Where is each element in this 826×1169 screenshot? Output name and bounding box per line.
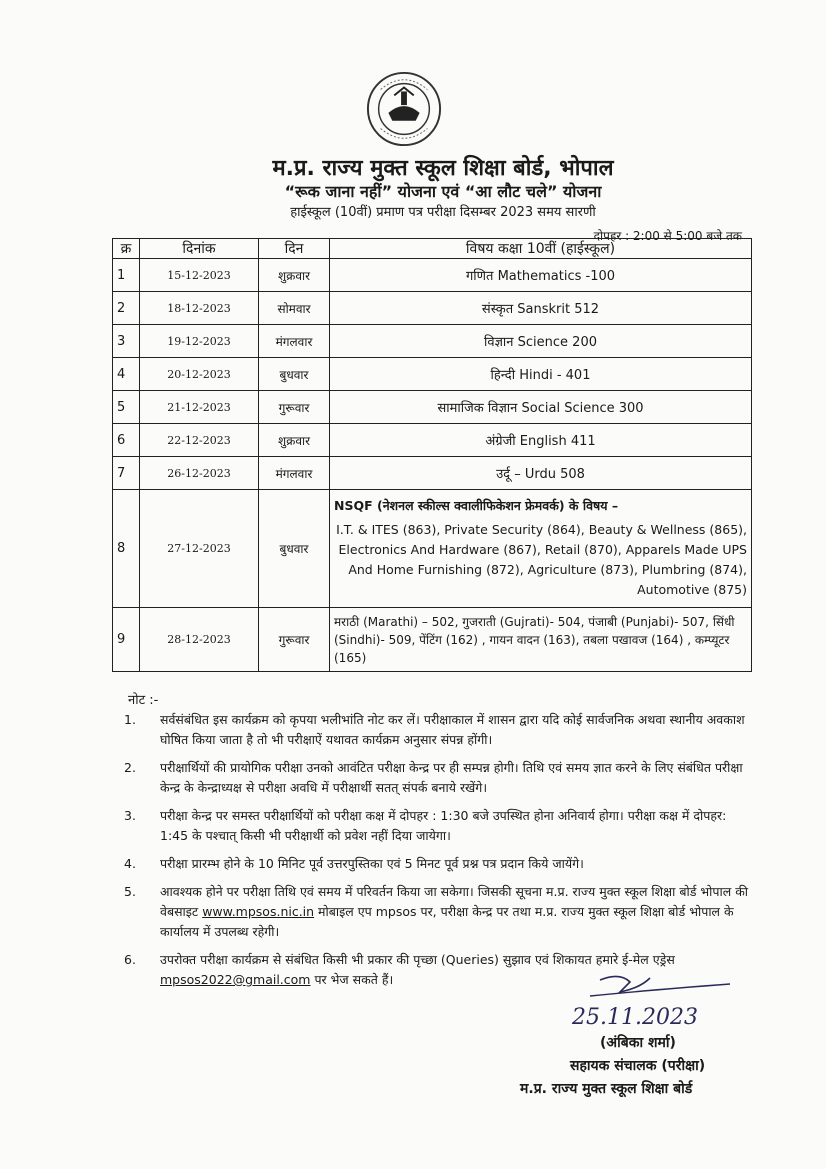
row-subject: उर्दू – Urdu 508 [330,457,752,490]
note-text-part: आवश्यक होने पर परीक्षा तिथि एवं समय में परिवर्तन किया जा सकेगा। जिसकी सूचना म.प्र. राज्य मुक्त स्कूल शिक्षा बोर्ड भोपाल की वेबसाइट [160,884,749,919]
row-sn: 9 [113,608,140,672]
row-day: बुधवार [259,490,330,608]
row-sn: 6 [113,424,140,457]
row-date: 20-12-2023 [140,358,259,391]
row-day: गुरूवार [259,391,330,424]
header-sn: क्र [113,239,140,259]
row-subject: सामाजिक विज्ञान Social Science 300 [330,391,752,424]
row-subject: संस्कृत Sanskrit 512 [330,292,752,325]
row-day: गुरूवार [259,608,330,672]
note-number: 3. [124,808,136,823]
schedule-table [112,238,752,672]
board-seal-icon [365,70,443,148]
note-text-part: उपरोक्त परीक्षा कार्यक्रम से संबंधित किसी भी प्रकार की पृच्छा (Queries) सुझाव एवं शिकायत हमारे ई-मेल एड्रेस [160,952,675,967]
table-header-row [113,239,752,259]
note-number: 4. [124,856,136,871]
row-sn: 3 [113,325,140,358]
table-row [113,259,752,292]
scheme-subtitle: “रूक जाना नहीं” योजना एवं “आ लौट चले” योजना [284,182,602,201]
signatory-name: (अंबिका शर्मा) [600,1035,676,1051]
row-date: 19-12-2023 [140,325,259,358]
row-day: सोमवार [259,292,330,325]
table-row [113,292,752,325]
nsqf-subjects: I.T. & ITES (863), Private Security (864), Beauty & Wellness (865), Electronics And Hardware (867), Retail (870), Apparels Made UPS And Home Furnishing (872), Agriculture (873), Plumbring (874), Automotive (875) [336,522,747,597]
row-sn: 8 [113,490,140,608]
table-row [113,424,752,457]
row-day: शुक्रवार [259,424,330,457]
website-link[interactable]: www.mpsos.nic.in [202,904,315,919]
note-text: परीक्षार्थियों की प्रायोगिक परीक्षा उनको आवंटित परीक्षा केन्द्र पर ही सम्पन्न होगी। तिथि एवं समय ज्ञात करने के लिए संबंधित परीक्षा केन्द्र के केन्द्राध्यक्ष से परीक्षा अवधि में परीक्षार्थी सतत् संपर्क बनाये रखेंगे। [160,760,743,795]
note-text [160,882,752,942]
exam-timing: दोपहर : 2:00 से 5:00 बजे तक [593,229,742,243]
email-link[interactable]: mpsos2022@gmail.com [160,972,311,987]
table-row [113,358,752,391]
table-row [113,325,752,358]
header-date: दिनांक [140,239,259,259]
signature-date: 25.11.2023 [572,1005,698,1030]
note-text: सर्वसंबंधित इस कार्यक्रम को कृपया भलीभांति नोट कर लें। परीक्षाकाल में शासन द्वारा यदि कोई सार्वजनिक अथवा स्थानीय अवकाश घोषित किया जाता है तो भी परीक्षाऐं यथावत कार्यक्रम अनुसार संपन्न होंगी। [160,712,745,747]
nsqf-heading: NSQF (नेशनल स्कील्स क्वालीफिकेशन फ्रेमवर्क) के विषय – [334,498,619,513]
row-subject-cell [330,608,752,672]
table-row [113,457,752,490]
notes-list [112,710,752,998]
row-sn: 2 [113,292,140,325]
note-text: परीक्षा केन्द्र पर समस्त परीक्षार्थियों को परीक्षा कक्ष में दोपहर : 1:30 बजे उपस्थित होना अनिवार्य होगा। परीक्षा कक्ष में दोपहर: 1:45 के पश्चात् किसी भी परीक्षार्थी को प्रवेश नहीं दिया जायेगा। [160,808,727,843]
row-subject: मराठी (Marathi) – 502, गुजराती (Gujrati)- 504, पंजाबी (Punjabi)- 507, सिंधी (Sindhi)- 509, पेंटिंग (162) , गायन वादन (163), तबला पखावज (164) , कम्प्यूटर (165) [334,614,735,665]
row-sn: 5 [113,391,140,424]
note-text-part: पर भेज सकते हैं। [310,972,394,987]
row-sn: 4 [113,358,140,391]
row-day: मंगलवार [259,325,330,358]
note-item [112,854,752,874]
row-date: 22-12-2023 [140,424,259,457]
row-subject: गणित Mathematics -100 [330,259,752,292]
row-day: शुक्रवार [259,259,330,292]
row-sn: 1 [113,259,140,292]
row-day: बुधवार [259,358,330,391]
row-date: 27-12-2023 [140,490,259,608]
table-row [113,490,752,608]
row-subject: हिन्दी Hindi - 401 [330,358,752,391]
note-item [112,758,752,798]
row-day: मंगलवार [259,457,330,490]
signatory-role: सहायक संचालक (परीक्षा) [570,1058,706,1074]
note-number: 6. [124,952,136,967]
row-date: 21-12-2023 [140,391,259,424]
note-number: 1. [124,712,136,727]
board-title: म.प्र. राज्य मुक्त स्कूल शिक्षा बोर्ड, भोपाल [272,156,614,181]
handwritten-signature [560,970,760,1030]
signatory-org: म.प्र. राज्य मुक्त स्कूल शिक्षा बोर्ड [520,1081,693,1097]
table-row [113,391,752,424]
header-subject: विषय कक्षा 10वीं (हाईस्कूल) [330,239,752,259]
exam-title: हाईस्कूल (10वीं) प्रमाण पत्र परीक्षा दिसम्बर 2023 समय सारणी [290,205,596,220]
row-date: 18-12-2023 [140,292,259,325]
note-number: 5. [124,884,136,899]
note-number: 2. [124,760,136,775]
note-text-part: मोबाइल एप mpsos पर, परीक्षा केन्द्र पर तथा म.प्र. राज्य मुक्त स्कूल शिक्षा बोर्ड भोपाल के कार्यालय में उपलब्ध रहेगी। [160,904,734,939]
table-row [113,608,752,672]
row-subject: अंग्रेजी English 411 [330,424,752,457]
note-item [112,882,752,942]
row-date: 28-12-2023 [140,608,259,672]
header-day: दिन [259,239,330,259]
row-subject: विज्ञान Science 200 [330,325,752,358]
notes-heading: नोट :- [128,693,159,708]
note-item [112,710,752,750]
row-sn: 7 [113,457,140,490]
row-subject-cell [330,490,752,608]
row-date: 26-12-2023 [140,457,259,490]
note-text: परीक्षा प्रारम्भ होने के 10 मिनिट पूर्व उत्तरपुस्तिका एवं 5 मिनट पूर्व प्रश्न पत्र प्रदान किये जायेंगे। [160,856,584,871]
row-date: 15-12-2023 [140,259,259,292]
note-item [112,806,752,846]
